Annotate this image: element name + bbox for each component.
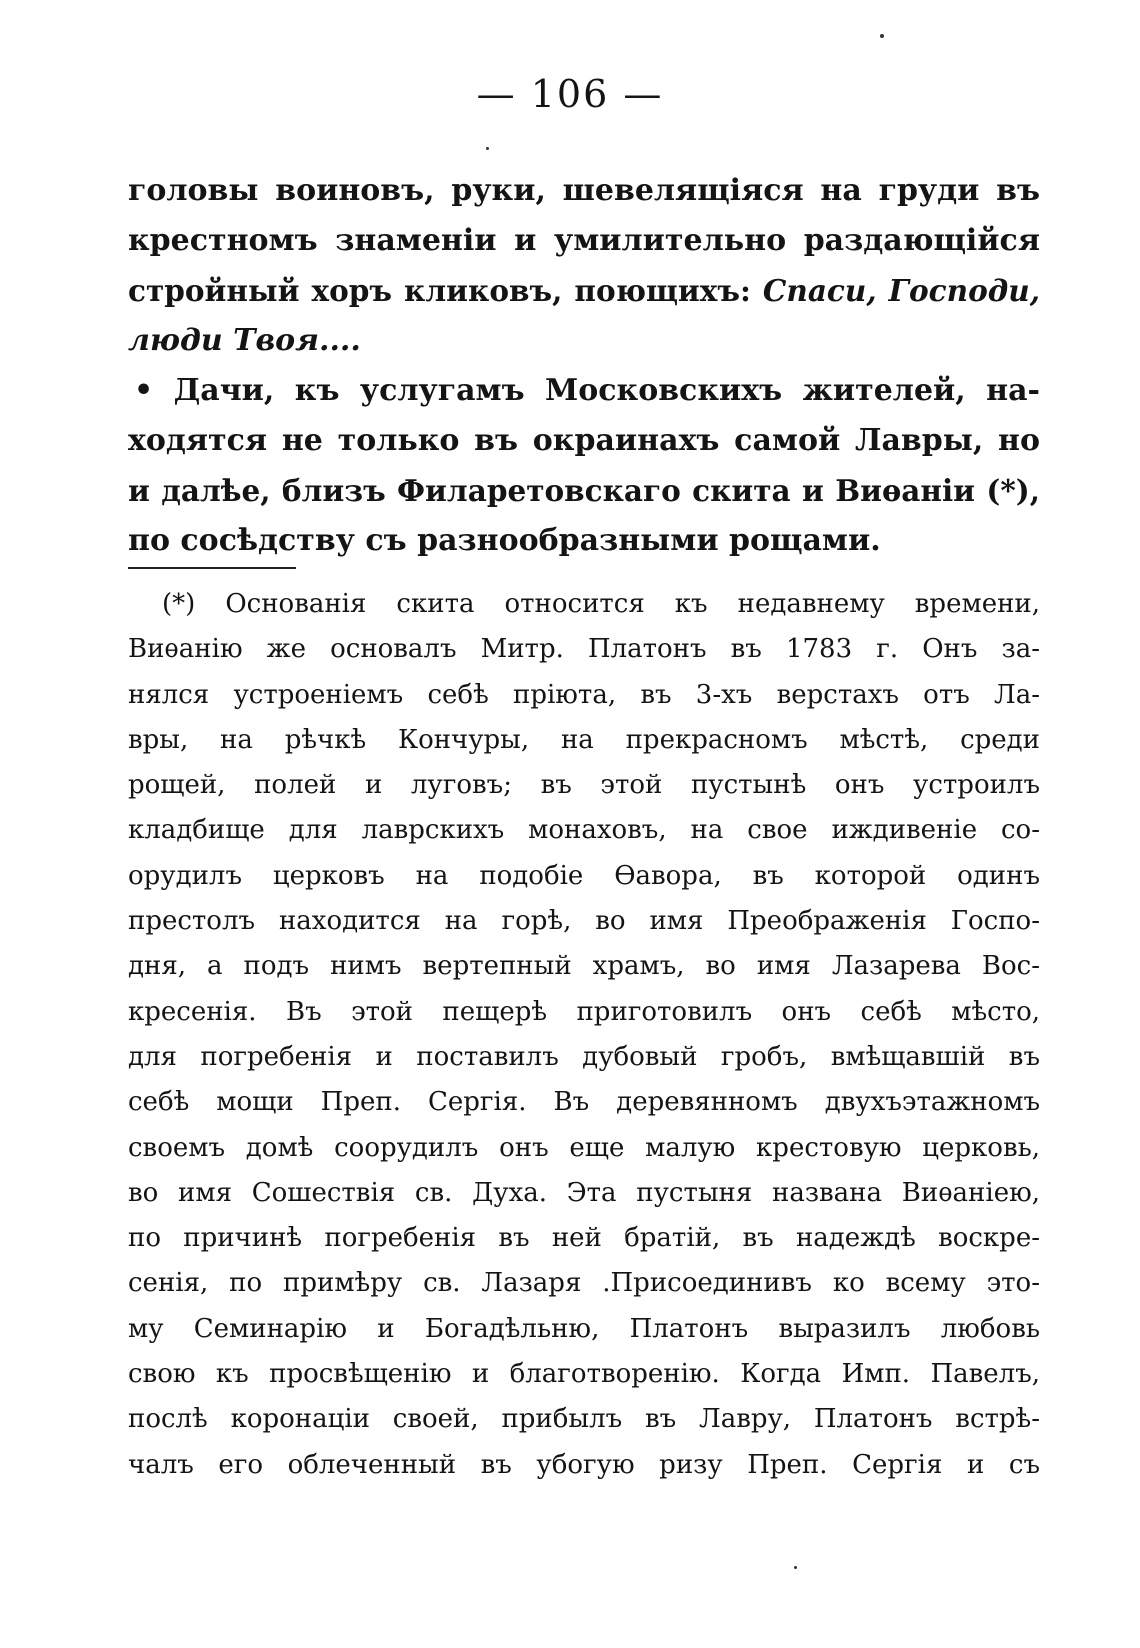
footnote-line-10: кресенія. Въ этой пещерѣ приготовилъ онъ себѣ мѣсто,	[128, 996, 1040, 1027]
footnote-line-6: кладбище для лаврскихъ монаховъ, на свое иждивеніе со-	[128, 815, 1040, 846]
footnote-line-18: свою къ просвѣщенію и благотворенію. Когда Имп. Павелъ,	[128, 1359, 1040, 1390]
main-line-4: люди Твоя....	[128, 323, 361, 358]
footnote-separator-rule	[128, 567, 296, 569]
footnote-line-14: во имя Сошествія св. Духа. Эта пустыня названа Виѳаніею,	[128, 1177, 1040, 1208]
italic-phrase: Спаси, Господи,	[762, 273, 1040, 308]
footnote	[128, 582, 1040, 1488]
footnote-line-1: (*) Основанія скита относится къ недавнему времени,	[162, 589, 1040, 619]
footnote-line-17: му Семинарію и Богадѣльню, Платонъ выразилъ любовь	[128, 1313, 1040, 1344]
footnote-line-7: орудилъ церковъ на подобіе Ѳавора, въ которой одинъ	[128, 860, 1040, 891]
main-line-5: • Дачи, къ услугамъ Московскихъ жителей, на-	[134, 373, 1040, 408]
footnote-line-8: престолъ находится на горѣ, во имя Преображенія Госпо-	[128, 906, 1040, 937]
main-line-2: крестномъ знаменіи и умилительно раздающійся	[128, 223, 1040, 258]
main-line-1: головы воиновъ, руки, шевелящіяся на груди въ	[128, 173, 1040, 208]
main-text	[128, 166, 1040, 566]
footnote-line-20: чалъ его облеченный въ убогую ризу Преп. Сергія и съ	[128, 1449, 1040, 1480]
main-line-7: и далѣе, близъ Филаретовскаго скита и Виѳаніи (*),	[128, 473, 1040, 508]
footnote-line-2: Виѳанію же основалъ Митр. Платонъ въ 1783 г. Онъ за-	[128, 634, 1040, 665]
main-line-6: ходятся не только въ окраинахъ самой Лавры, но	[128, 423, 1040, 458]
footnote-line-11: для погребенія и поставилъ дубовый гробъ, вмѣщавшій въ	[128, 1041, 1040, 1072]
footnote-line-9: дня, а подъ нимъ вертепный храмъ, во имя Лазарева Вос-	[128, 951, 1040, 982]
footnote-line-13: своемъ домѣ соорудилъ онъ еще малую крестовую церковь,	[128, 1132, 1040, 1163]
page-number: — 106 —	[476, 72, 664, 116]
footnote-line-5: рощей, полей и луговъ; въ этой пустынѣ онъ устроилъ	[128, 770, 1040, 801]
ink-speck	[794, 1566, 797, 1569]
footnote-line-16: сенія, по примѣру св. Лазаря .Присоединивъ ко всему это-	[128, 1268, 1040, 1299]
main-line-3-text: стройный хоръ кликовъ, поющихъ:	[128, 273, 763, 308]
ink-speck	[486, 147, 489, 150]
footnote-line-4: вры, на рѣчкѣ Кончуры, на прекрасномъ мѣстѣ, среди	[128, 724, 1040, 755]
footnote-line-12: себѣ мощи Преп. Сергія. Въ деревянномъ двухъэтажномъ	[128, 1087, 1040, 1118]
main-line-3	[128, 266, 1040, 316]
footnote-line-15: по причинѣ погребенія въ ней братій, въ надеждѣ воскре-	[128, 1223, 1040, 1254]
ink-speck	[880, 34, 884, 38]
footnote-line-3: нялся устроеніемъ себѣ пріюта, въ 3-хъ верстахъ отъ Ла-	[128, 679, 1040, 710]
footnote-line-19: послѣ коронаціи своей, прибылъ въ Лавру, Платонъ встрѣ-	[128, 1404, 1040, 1435]
main-line-8: по сосѣдству съ разнообразными рощами.	[128, 523, 881, 558]
